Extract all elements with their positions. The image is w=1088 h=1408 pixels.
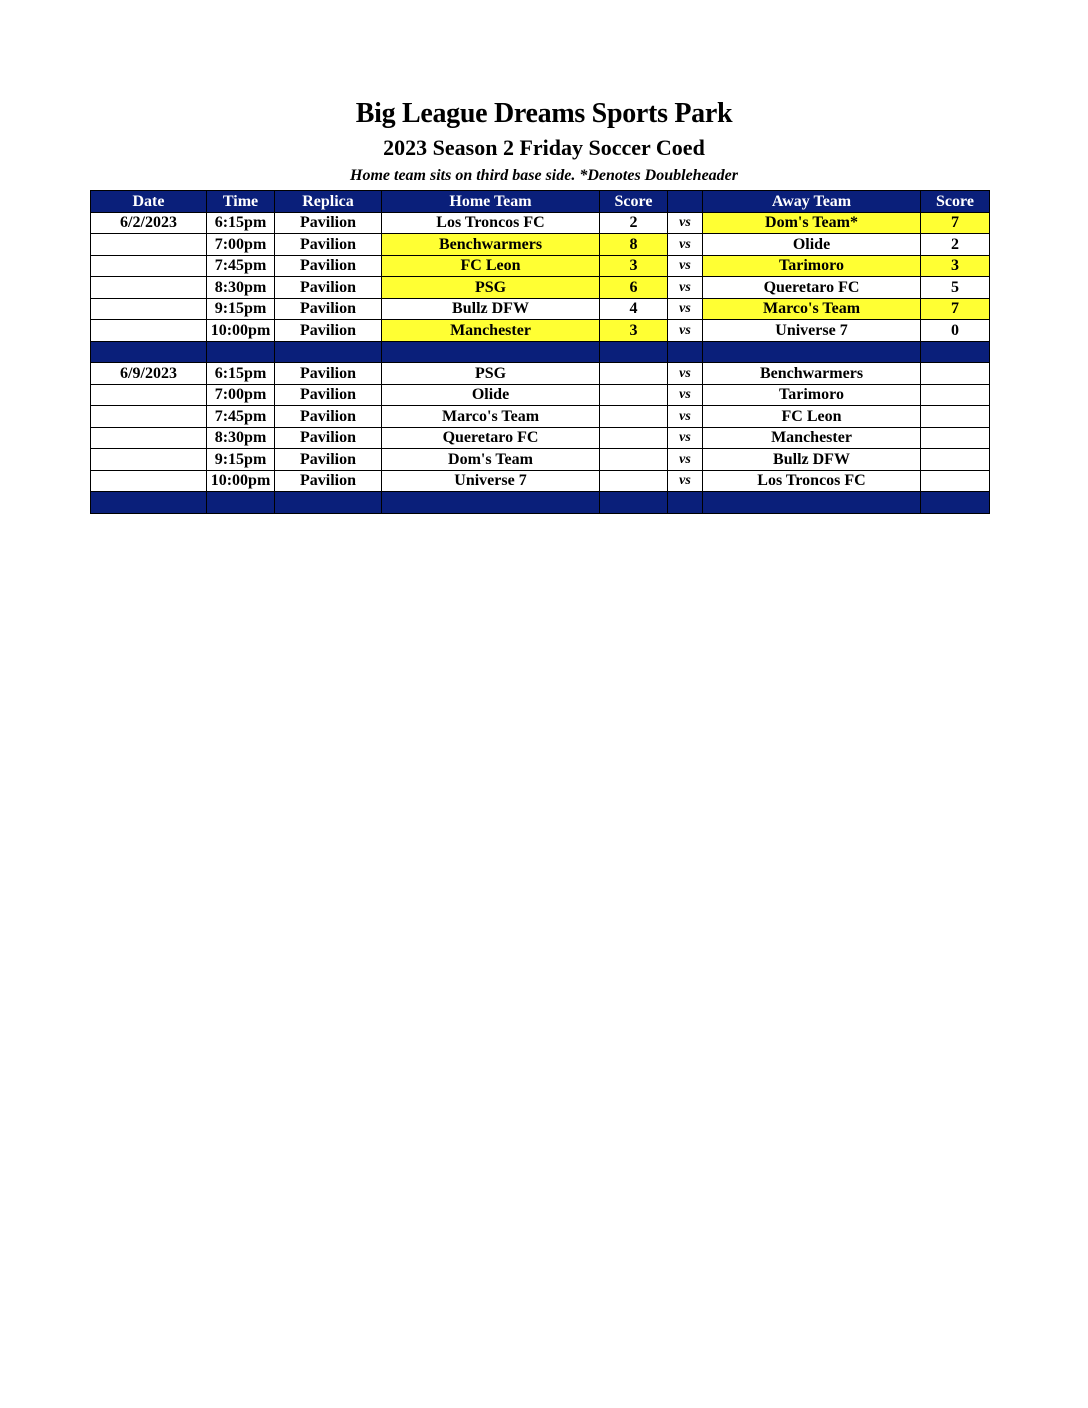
vs-label: vs [668,384,703,406]
week-separator-row [91,341,990,363]
vs-label: vs [668,298,703,320]
game-field: Pavilion [275,298,382,320]
game-date [91,470,207,492]
game-field: Pavilion [275,255,382,277]
game-field: Pavilion [275,384,382,406]
game-date [91,384,207,406]
header-home-team: Home Team [382,191,600,213]
schedule-note: Home team sits on third base side. *Denotes Doubleheader [350,167,738,184]
home-score [600,406,668,428]
game-field: Pavilion [275,470,382,492]
separator-cell [91,341,207,363]
away-score [921,406,990,428]
home-score [600,427,668,449]
game-row [91,255,990,277]
vs-label: vs [668,255,703,277]
game-field: Pavilion [275,363,382,385]
away-team: Manchester [703,427,921,449]
game-date [91,449,207,471]
away-team: FC Leon [703,406,921,428]
away-team: Benchwarmers [703,363,921,385]
header-home-score: Score [600,191,668,213]
header-away-score: Score [921,191,990,213]
separator-cell [668,341,703,363]
game-date [91,277,207,299]
vs-label: vs [668,427,703,449]
separator-cell [382,341,600,363]
away-score [921,363,990,385]
home-team: Olide [382,384,600,406]
home-score: 6 [600,277,668,299]
header-replica: Replica [275,191,382,213]
game-time: 8:30pm [207,427,275,449]
game-time: 6:15pm [207,363,275,385]
game-field: Pavilion [275,277,382,299]
vs-label: vs [668,277,703,299]
game-row [91,298,990,320]
away-team: Marco's Team [703,298,921,320]
away-team: Universe 7 [703,320,921,342]
header-time: Time [207,191,275,213]
game-date [91,255,207,277]
away-score [921,384,990,406]
game-field: Pavilion [275,234,382,256]
separator-cell [668,492,703,514]
away-score [921,470,990,492]
away-team: Los Troncos FC [703,470,921,492]
game-time: 10:00pm [207,320,275,342]
game-field: Pavilion [275,406,382,428]
home-score: 3 [600,320,668,342]
home-score: 2 [600,212,668,234]
game-row [91,234,990,256]
away-score: 3 [921,255,990,277]
home-score: 8 [600,234,668,256]
separator-cell [600,492,668,514]
separator-cell [207,341,275,363]
vs-label: vs [668,406,703,428]
game-field: Pavilion [275,449,382,471]
home-score: 3 [600,255,668,277]
game-date [91,298,207,320]
game-time: 9:15pm [207,298,275,320]
game-date [91,406,207,428]
vs-label: vs [668,320,703,342]
game-time: 10:00pm [207,470,275,492]
away-team: Olide [703,234,921,256]
separator-cell [275,492,382,514]
home-score [600,470,668,492]
home-score [600,363,668,385]
away-team: Tarimoro [703,384,921,406]
separator-cell [91,492,207,514]
home-team: FC Leon [382,255,600,277]
away-team: Tarimoro [703,255,921,277]
game-date [91,320,207,342]
home-team: Bullz DFW [382,298,600,320]
schedule-table [90,190,990,514]
game-row [91,427,990,449]
game-row [91,470,990,492]
home-team: Marco's Team [382,406,600,428]
away-score: 7 [921,298,990,320]
page-subtitle: 2023 Season 2 Friday Soccer Coed [383,135,705,160]
header-vs [668,191,703,213]
vs-label: vs [668,234,703,256]
home-score: 4 [600,298,668,320]
game-time: 9:15pm [207,449,275,471]
separator-cell [703,492,921,514]
home-score [600,384,668,406]
game-field: Pavilion [275,212,382,234]
separator-cell [703,341,921,363]
separator-cell [382,492,600,514]
game-date: 6/9/2023 [91,363,207,385]
vs-label: vs [668,470,703,492]
away-score: 5 [921,277,990,299]
home-team: Dom's Team [382,449,600,471]
game-row [91,406,990,428]
header-away-team: Away Team [703,191,921,213]
game-row [91,449,990,471]
game-row [91,384,990,406]
home-team: PSG [382,277,600,299]
game-time: 7:00pm [207,384,275,406]
header-date: Date [91,191,207,213]
game-date [91,234,207,256]
home-team: PSG [382,363,600,385]
home-team: Manchester [382,320,600,342]
game-time: 7:45pm [207,255,275,277]
away-score: 0 [921,320,990,342]
game-time: 8:30pm [207,277,275,299]
away-team: Queretaro FC [703,277,921,299]
vs-label: vs [668,363,703,385]
away-score: 2 [921,234,990,256]
home-team: Los Troncos FC [382,212,600,234]
header-row [91,191,990,213]
game-time: 7:00pm [207,234,275,256]
separator-cell [921,492,990,514]
away-score: 7 [921,212,990,234]
game-row [91,363,990,385]
separator-cell [275,341,382,363]
away-score [921,427,990,449]
game-date [91,427,207,449]
separator-cell [600,341,668,363]
game-field: Pavilion [275,320,382,342]
game-date: 6/2/2023 [91,212,207,234]
game-row [91,320,990,342]
vs-label: vs [668,449,703,471]
away-team: Bullz DFW [703,449,921,471]
separator-cell [921,341,990,363]
home-team: Benchwarmers [382,234,600,256]
game-time: 6:15pm [207,212,275,234]
home-score [600,449,668,471]
game-row [91,277,990,299]
home-team: Queretaro FC [382,427,600,449]
away-score [921,449,990,471]
page-title: Big League Dreams Sports Park [355,98,733,129]
game-row [91,212,990,234]
week-separator-row [91,492,990,514]
home-team: Universe 7 [382,470,600,492]
away-team: Dom's Team* [703,212,921,234]
vs-label: vs [668,212,703,234]
schedule-body [91,212,990,513]
game-field: Pavilion [275,427,382,449]
separator-cell [207,492,275,514]
game-time: 7:45pm [207,406,275,428]
